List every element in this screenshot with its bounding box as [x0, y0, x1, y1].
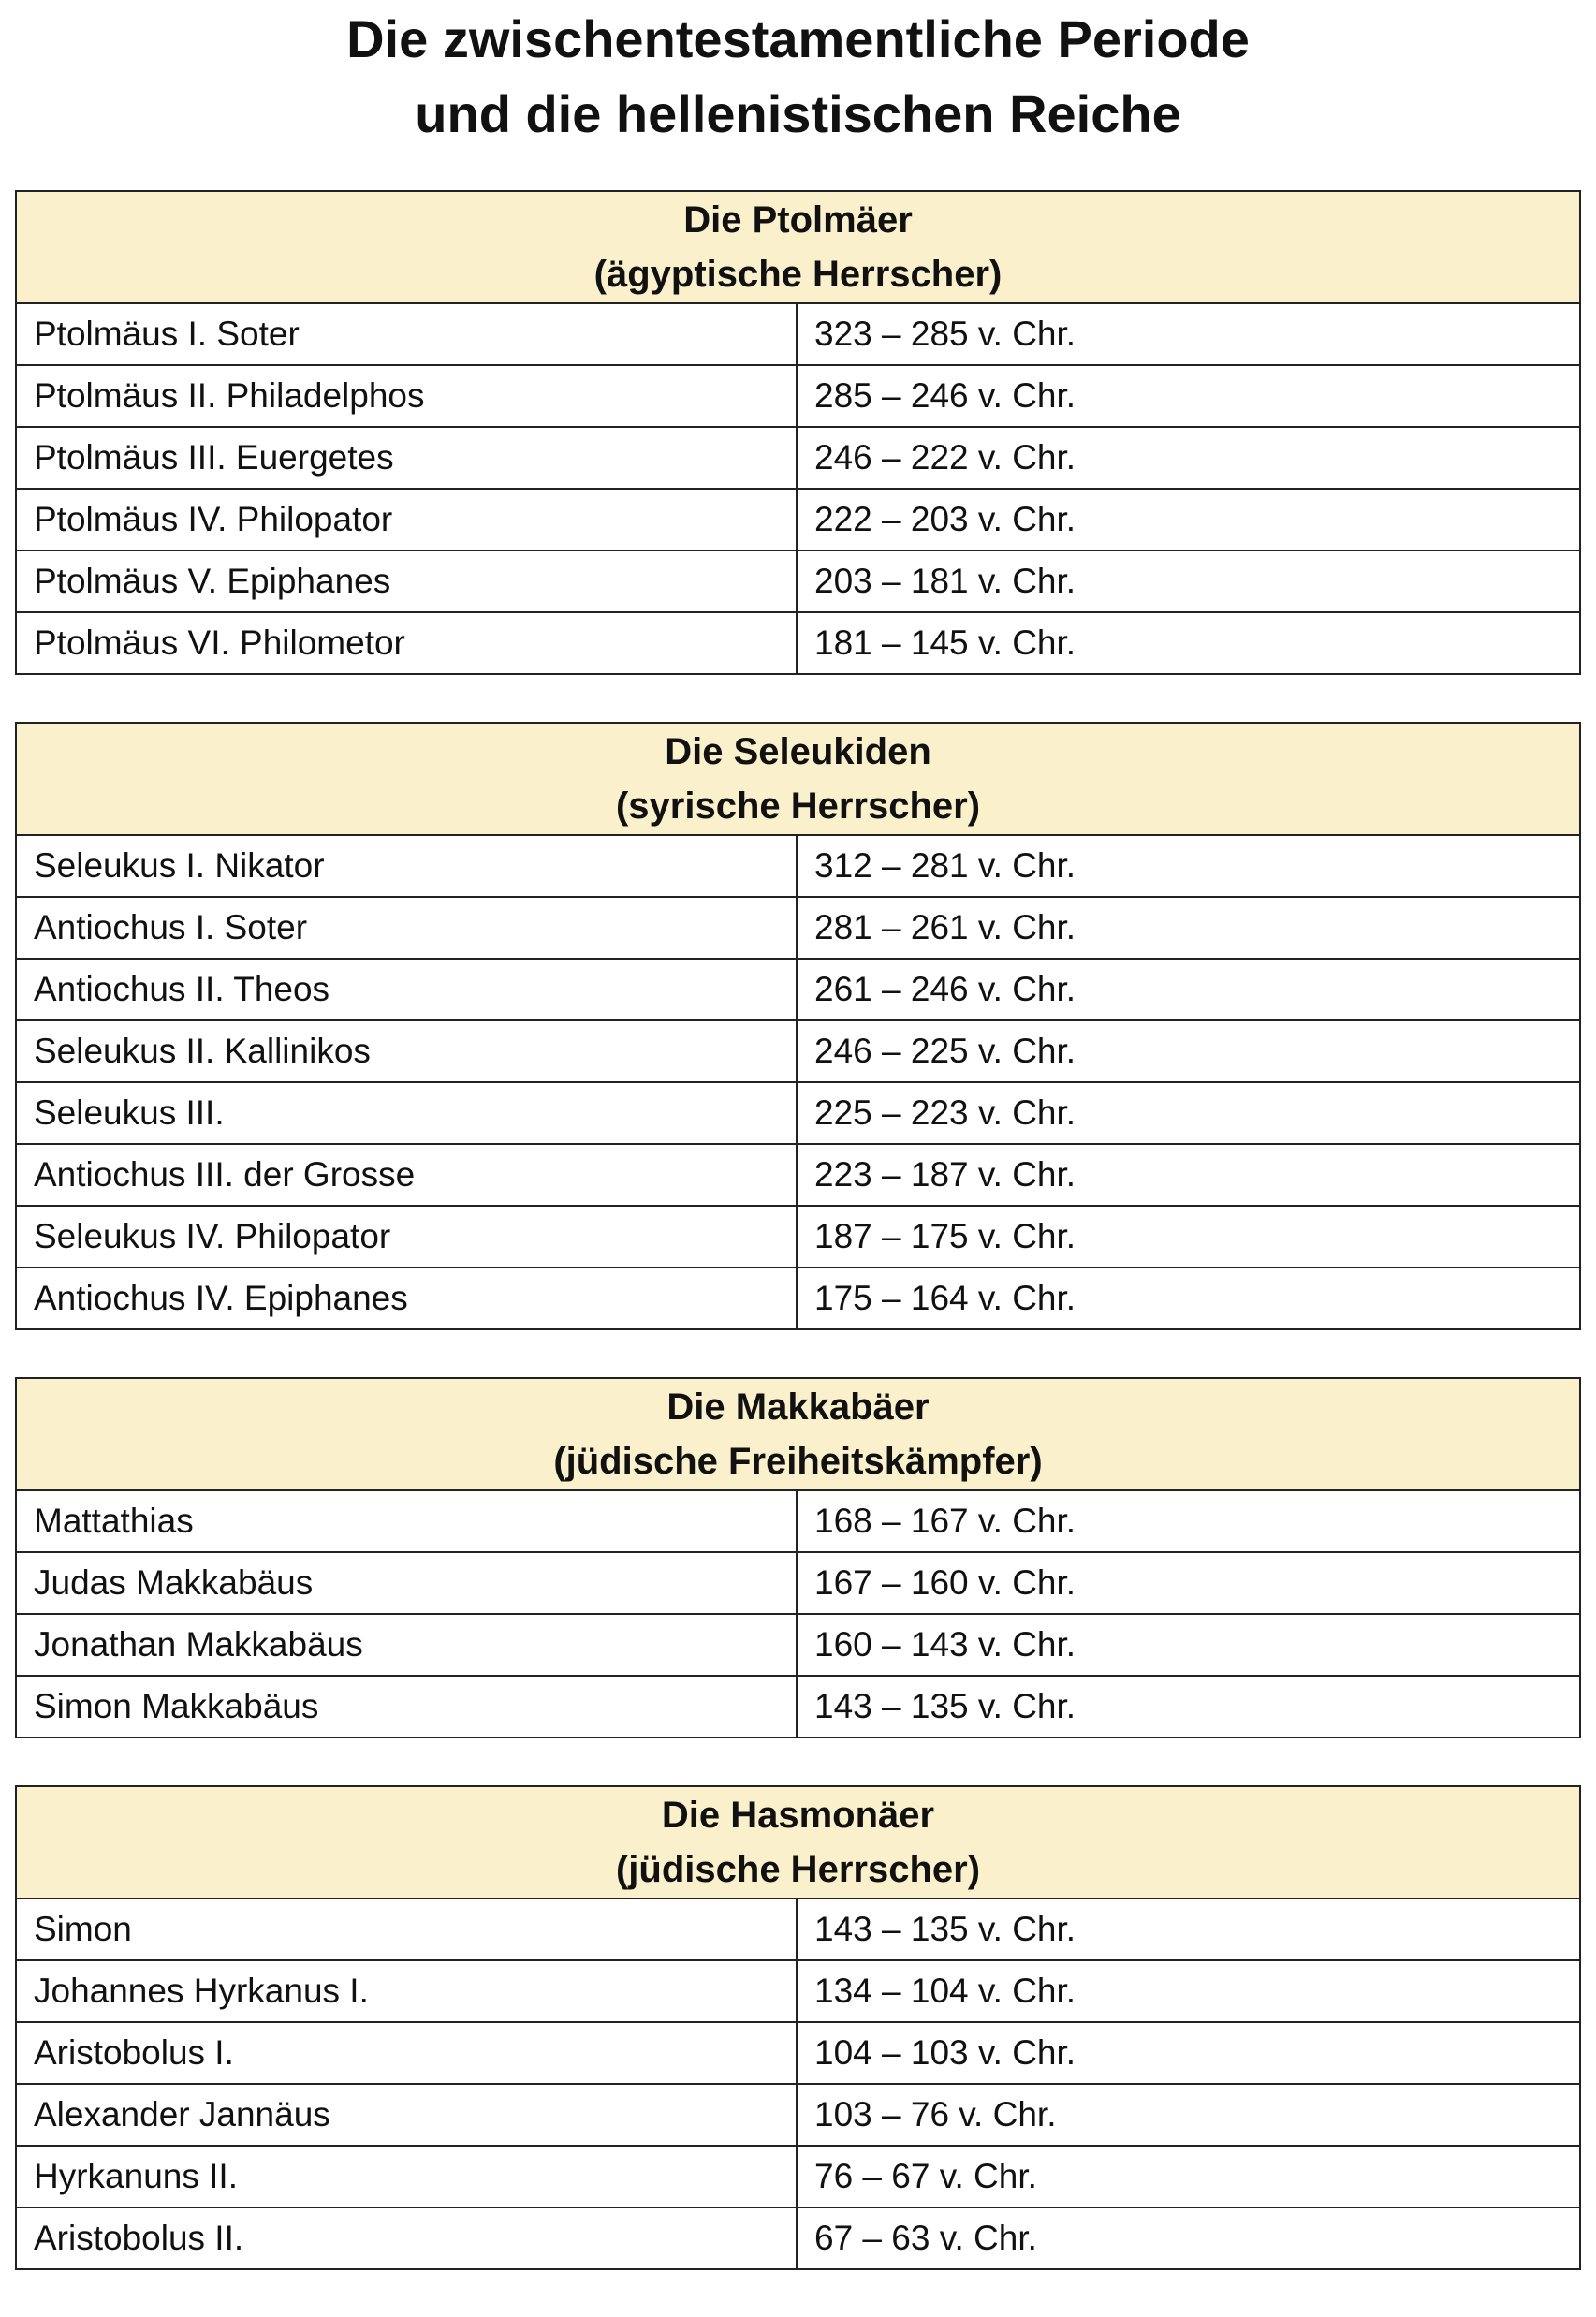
ruler-name: Simon Makkabäus	[16, 1676, 797, 1738]
reign-years: 225 – 223 v. Chr.	[797, 1082, 1580, 1144]
ruler-name: Ptolmäus VI. Philometor	[16, 612, 797, 674]
table-row	[16, 897, 1580, 959]
table-row	[16, 1144, 1580, 1206]
table-row	[16, 2207, 1580, 2269]
table-row	[16, 959, 1580, 1020]
ruler-name: Ptolmäus V. Epiphanes	[16, 550, 797, 612]
ruler-name: Seleukus III.	[16, 1082, 797, 1144]
reign-years: 281 – 261 v. Chr.	[797, 897, 1580, 959]
table-row	[16, 1960, 1580, 2022]
reign-years: 76 – 67 v. Chr.	[797, 2146, 1580, 2207]
reign-years: 222 – 203 v. Chr.	[797, 489, 1580, 550]
reign-years: 261 – 246 v. Chr.	[797, 959, 1580, 1020]
table-subtitle: (jüdische Freiheitskämpfer)	[553, 1441, 1043, 1482]
reign-years: 223 – 187 v. Chr.	[797, 1144, 1580, 1206]
table-row	[16, 835, 1580, 897]
table-row	[16, 2084, 1580, 2146]
table-row	[16, 1020, 1580, 1082]
table-row	[16, 1082, 1580, 1144]
ruler-name: Antiochus I. Soter	[16, 897, 797, 959]
ruler-name: Ptolmäus IV. Philopator	[16, 489, 797, 550]
ruler-name: Seleukus IV. Philopator	[16, 1206, 797, 1268]
ruler-name: Alexander Jannäus	[16, 2084, 797, 2146]
ruler-name: Mattathias	[16, 1490, 797, 1552]
reign-years: 104 – 103 v. Chr.	[797, 2022, 1580, 2084]
table-subtitle: (ägyptische Herrscher)	[593, 254, 1003, 295]
ruler-tables	[15, 190, 1579, 2317]
reign-years: 167 – 160 v. Chr.	[797, 1552, 1580, 1614]
table-header	[16, 723, 1580, 835]
table-subtitle: (jüdische Herrscher)	[615, 1849, 981, 1890]
table-row	[16, 1206, 1580, 1268]
table-row	[16, 303, 1580, 365]
ruler-name: Seleukus II. Kallinikos	[16, 1020, 797, 1082]
reign-years: 246 – 222 v. Chr.	[797, 427, 1580, 489]
hasmoneans-table	[15, 1785, 1581, 2270]
reign-years: 323 – 285 v. Chr.	[797, 303, 1580, 365]
table-title: Die Ptolmäer	[683, 199, 913, 241]
table-row	[16, 2146, 1580, 2207]
reign-years: 143 – 135 v. Chr.	[797, 1899, 1580, 1960]
ruler-name: Ptolmäus III. Euergetes	[16, 427, 797, 489]
table-row	[16, 427, 1580, 489]
reign-years: 181 – 145 v. Chr.	[797, 612, 1580, 674]
table-row	[16, 1899, 1580, 1960]
table-row	[16, 550, 1580, 612]
ruler-name: Aristobolus II.	[16, 2207, 797, 2269]
ptolemies-table	[15, 190, 1581, 675]
table-row	[16, 2022, 1580, 2084]
ruler-name: Jonathan Makkabäus	[16, 1614, 797, 1676]
ruler-name: Seleukus I. Nikator	[16, 835, 797, 897]
ruler-name: Simon	[16, 1899, 797, 1960]
table-title: Die Makkabäer	[666, 1386, 930, 1428]
ruler-name: Judas Makkabäus	[16, 1552, 797, 1614]
table-row	[16, 1268, 1580, 1329]
table-title: Die Hasmonäer	[661, 1795, 935, 1836]
ruler-name: Ptolmäus II. Philadelphos	[16, 365, 797, 427]
page-title-line-2: und die hellenistischen Reiche	[415, 84, 1181, 143]
table-subtitle: (syrische Herrscher)	[615, 785, 981, 827]
table-row	[16, 1490, 1580, 1552]
table-row	[16, 1552, 1580, 1614]
reign-years: 103 – 76 v. Chr.	[797, 2084, 1580, 2146]
reign-years: 143 – 135 v. Chr.	[797, 1676, 1580, 1738]
ruler-name: Hyrkanuns II.	[16, 2146, 797, 2207]
table-title: Die Seleukiden	[665, 731, 931, 772]
reign-years: 160 – 143 v. Chr.	[797, 1614, 1580, 1676]
reign-years: 312 – 281 v. Chr.	[797, 835, 1580, 897]
ruler-name: Aristobolus I.	[16, 2022, 797, 2084]
reign-years: 246 – 225 v. Chr.	[797, 1020, 1580, 1082]
ruler-name: Johannes Hyrkanus I.	[16, 1960, 797, 2022]
reign-years: 134 – 104 v. Chr.	[797, 1960, 1580, 2022]
page-title	[0, 0, 1596, 152]
table-header	[16, 1378, 1580, 1490]
table-row	[16, 365, 1580, 427]
table-header	[16, 191, 1580, 303]
page-title-line-1: Die zwischentestamentliche Periode	[346, 9, 1250, 68]
table-row	[16, 489, 1580, 550]
table-row	[16, 1614, 1580, 1676]
reign-years: 203 – 181 v. Chr.	[797, 550, 1580, 612]
maccabees-table	[15, 1377, 1581, 1738]
reign-years: 285 – 246 v. Chr.	[797, 365, 1580, 427]
table-row	[16, 1676, 1580, 1738]
reign-years: 168 – 167 v. Chr.	[797, 1490, 1580, 1552]
seleucids-table	[15, 722, 1581, 1330]
table-row	[16, 612, 1580, 674]
ruler-name: Antiochus III. der Grosse	[16, 1144, 797, 1206]
table-header	[16, 1786, 1580, 1899]
ruler-name: Ptolmäus I. Soter	[16, 303, 797, 365]
reign-years: 175 – 164 v. Chr.	[797, 1268, 1580, 1329]
reign-years: 187 – 175 v. Chr.	[797, 1206, 1580, 1268]
reign-years: 67 – 63 v. Chr.	[797, 2207, 1580, 2269]
ruler-name: Antiochus IV. Epiphanes	[16, 1268, 797, 1329]
ruler-name: Antiochus II. Theos	[16, 959, 797, 1020]
